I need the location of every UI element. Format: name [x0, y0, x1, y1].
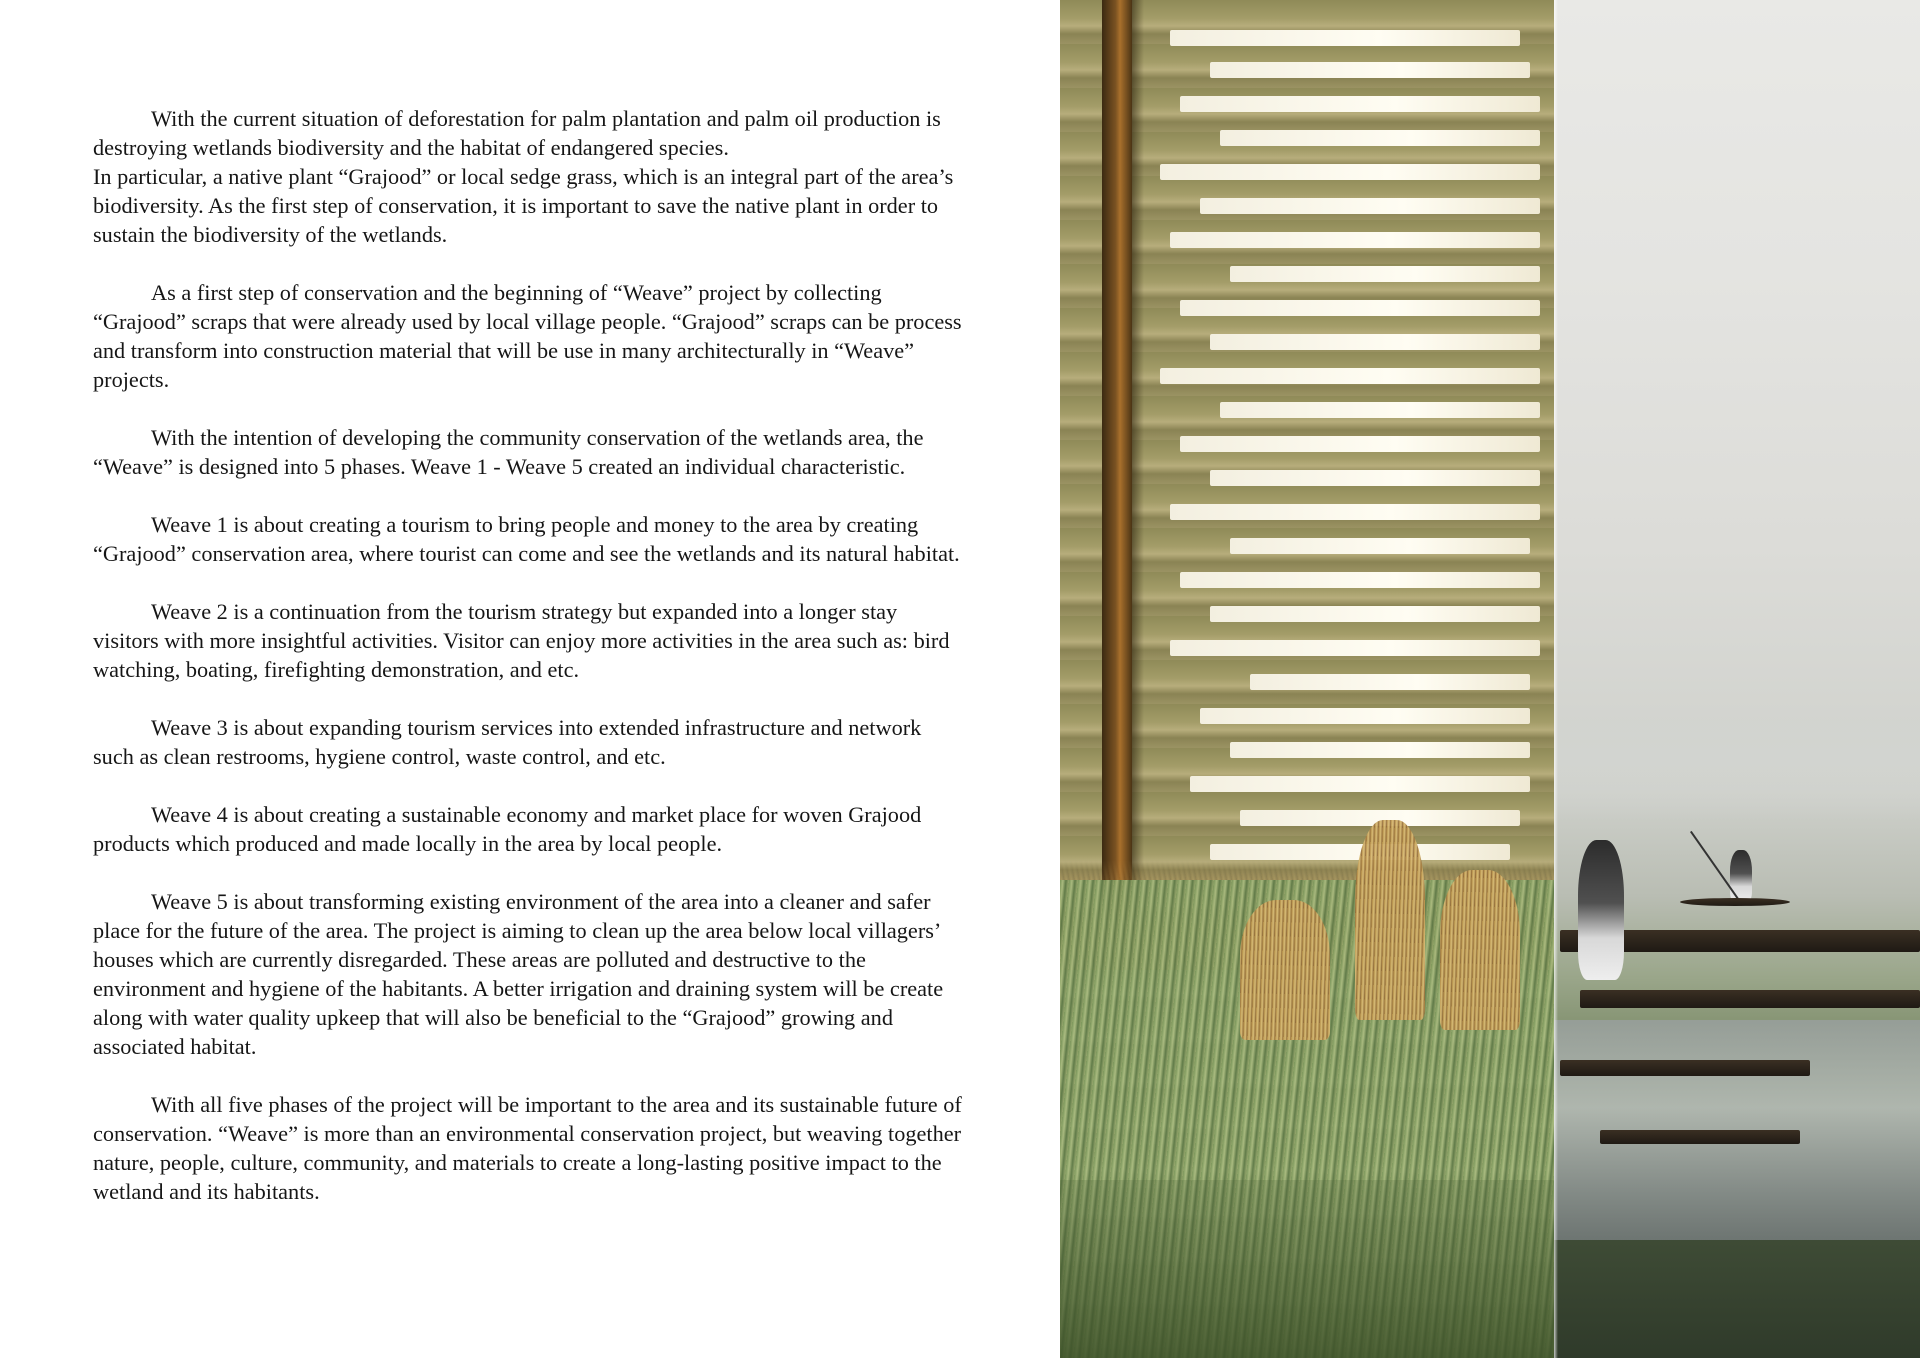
light-slit: [1180, 572, 1540, 588]
light-slit: [1170, 232, 1540, 248]
boardwalk-plank: [1560, 1060, 1810, 1076]
paragraph-10: With all five phases of the project will be important to the area and its sustainable future of conservation. “Weave” is more than an environmental conservation project, but weaving together nature, people, culture, community, and materials to create a long-lasting positive impact to the wetland and its habitants.: [93, 1092, 962, 1204]
reed-bundle: [1355, 820, 1425, 1020]
boardwalk-plank: [1600, 1130, 1800, 1144]
paragraph-6: Weave 2 is a continuation from the tourism strategy but expanded into a longer stay visitors with more insightful activities. Visitor can enjoy more activities in the area such as: bird watching, boating, firefighting demonstration, and etc.: [93, 599, 950, 682]
light-slit: [1210, 334, 1540, 350]
light-slit: [1180, 436, 1540, 452]
boardwalk-plank: [1580, 990, 1920, 1008]
reed-bundle: [1240, 900, 1330, 1040]
walking-person-figure: [1578, 840, 1624, 980]
light-slit: [1220, 402, 1540, 418]
post-shadow: [1132, 0, 1144, 920]
paragraph-7: Weave 3 is about expanding tourism services into extended infrastructure and network such as clean restrooms, hygiene control, waste control, and etc.: [93, 715, 922, 769]
light-slit: [1180, 96, 1540, 112]
light-slit: [1160, 164, 1540, 180]
light-slit: [1230, 266, 1540, 282]
light-slit: [1220, 130, 1540, 146]
light-slit: [1210, 62, 1530, 78]
paragraph-5: Weave 1 is about creating a tourism to bring people and money to the area by creating “Grajood” conservation area, where tourist can come and see the wetlands and its natural habitat.: [93, 512, 960, 566]
light-slit: [1200, 198, 1540, 214]
light-slit: [1190, 776, 1530, 792]
image-seam: [1554, 0, 1558, 1358]
light-slit: [1160, 368, 1540, 384]
light-slit: [1170, 30, 1520, 46]
paragraph-1: With the current situation of deforestation for palm plantation and palm oil production is destroying wetlands biodiversity and the habitat of endangered species.: [93, 106, 941, 160]
paragraph-9: Weave 5 is about transforming existing environment of the area into a cleaner and safer place for the future of the area. The project is aiming to clean up the area below local villagers’ houses which are currently disregarded. These areas are polluted and destructive to the environment and hygiene of the habitants. A better irrigation and draining system will be create along with water quality upkeep that will also be beneficial to the “Grajood” growing and associated habitat.: [93, 889, 944, 1059]
light-slit: [1230, 538, 1530, 554]
timber-post: [1102, 0, 1132, 920]
light-slit: [1200, 708, 1530, 724]
paragraph-3: As a first step of conservation and the beginning of “Weave” project by collecting “Grajood” scraps that were already used by local village people. “Grajood” scraps can be process and transform into construction material that will be use in many architecturally in “Weave” projects.: [93, 280, 962, 392]
light-slit: [1210, 470, 1540, 486]
light-slit: [1170, 504, 1540, 520]
light-slit: [1230, 742, 1530, 758]
light-slit: [1180, 300, 1540, 316]
paragraph-8: Weave 4 is about creating a sustainable economy and market place for woven Grajood products which produced and made locally in the area by local people.: [93, 802, 922, 856]
light-slit: [1250, 674, 1530, 690]
paragraph-2: In particular, a native plant “Grajood” or local sedge grass, which is an integral part of the area’s biodiversity. As the first step of conservation, it is important to save the native plant in order to sustain the biodiversity of the wetlands.: [93, 164, 954, 247]
body-text: [93, 104, 967, 1235]
grass-floor: [1060, 1180, 1554, 1358]
light-slit: [1170, 640, 1540, 656]
paragraph-4: With the intention of developing the community conservation of the wetlands area, the “Weave” is designed into 5 phases. Weave 1 - Weave 5 created an individual characteristic.: [93, 425, 924, 479]
boat: [1680, 898, 1790, 906]
fog-band: [1554, 700, 1920, 820]
project-rendering-image: [1060, 0, 1920, 1358]
light-slit: [1210, 606, 1540, 622]
reed-bundle: [1440, 870, 1520, 1030]
